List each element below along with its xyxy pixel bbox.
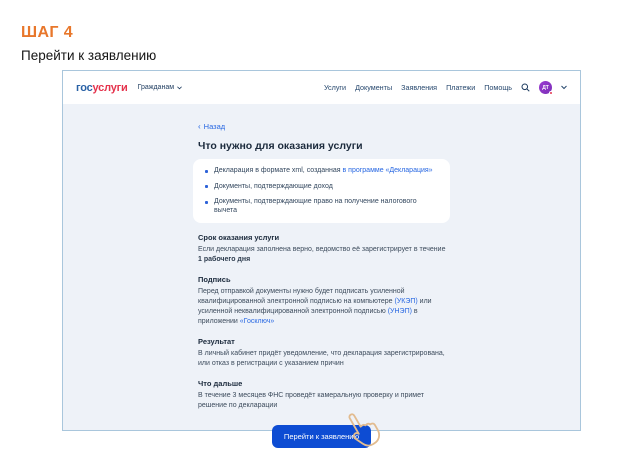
nav-item-platezhi[interactable]: Платежи [446,83,476,92]
requirement-text: Документы, подтверждающие доход [214,182,333,190]
text-segment-bold: 1 рабочего дня [198,256,251,263]
back-link[interactable] [198,122,225,131]
portal-screenshot-frame [62,70,581,441]
audience-dropdown[interactable] [138,84,182,91]
audience-label: Гражданам [137,84,175,91]
back-link-label: Назад [203,122,226,131]
nav-item-dokumenty[interactable]: Документы [355,83,393,92]
nav-item-uslugi[interactable]: Услуги [323,83,347,92]
nav-item-pomosch[interactable]: Помощь [484,83,512,92]
requirement-item [205,167,438,176]
page-title: Что нужно для оказания услуги [198,140,363,152]
portal-body [63,104,580,441]
section-body-podpis [198,287,450,327]
section-heading-chto-dalshe: Что дальше [198,379,243,388]
text-segment: Перед отправкой документы нужно будет подписать усиленной квалифицированной электронной подписью на компьютере [198,288,405,305]
text-segment: Если декларация заполнена верно, ведомство её зарегистрирует в течение [198,246,446,253]
text-segment: или усиленной неквалифицированной электронной подписью [198,298,432,315]
section-body-chto-dalshe: В течение 3 месяцев ФНС проведёт камеральную проверку и примет решение по декларации [198,392,424,409]
header-nav [324,81,567,94]
requirement-item [205,183,438,192]
section-heading-rezultat: Результат [198,337,235,346]
content-column [193,104,450,448]
logo-text-primary: гос [76,81,93,94]
declaration-program-link[interactable]: в программе «Декларация» [342,167,433,174]
bullet-dot [205,170,208,173]
section-heading-podpis: Подпись [198,275,231,284]
profile-chevron-down-icon[interactable] [561,85,567,90]
requirements-card [193,159,450,223]
header-left [76,82,182,94]
step-caption: Перейти к заявлению [21,48,157,63]
bullet-dot [205,185,208,188]
unep-link[interactable]: (УНЭП) [387,308,412,315]
section-heading-srok: Срок оказания услуги [198,233,280,242]
go-to-application-button[interactable]: Перейти к заявлению [272,425,371,448]
search-icon[interactable] [521,83,530,92]
ukep-link[interactable]: (УКЭП) [394,298,418,305]
notification-dot [549,91,554,96]
step-title: ШАГ 4 [21,24,74,41]
avatar-initials: ДТ [542,84,549,91]
requirement-text [214,167,433,176]
portal-header [63,71,580,104]
text-segment: Декларация в формате xml, созданная [214,167,343,174]
goskluch-link[interactable]: «Госключ» [239,318,275,325]
chevron-down-icon [177,86,182,90]
bullet-dot [205,201,208,204]
nav-item-zayavleniya[interactable]: Заявления [401,83,438,92]
logo-text-secondary: услуги [92,81,128,94]
avatar[interactable] [539,81,552,94]
requirement-text: Документы, подтверждающие право на получение налогового вычета [214,198,417,214]
text-segment: в приложении [198,308,418,325]
gosuslugi-logo[interactable] [76,82,128,94]
requirement-item [205,198,438,215]
back-chevron-icon: ‹ [198,122,201,131]
section-body-srok [198,245,450,265]
section-body-rezultat: В личный кабинет придёт уведомление, что декларация зарегистрирована, или отказ в регистрации с указанием причин [198,350,445,367]
